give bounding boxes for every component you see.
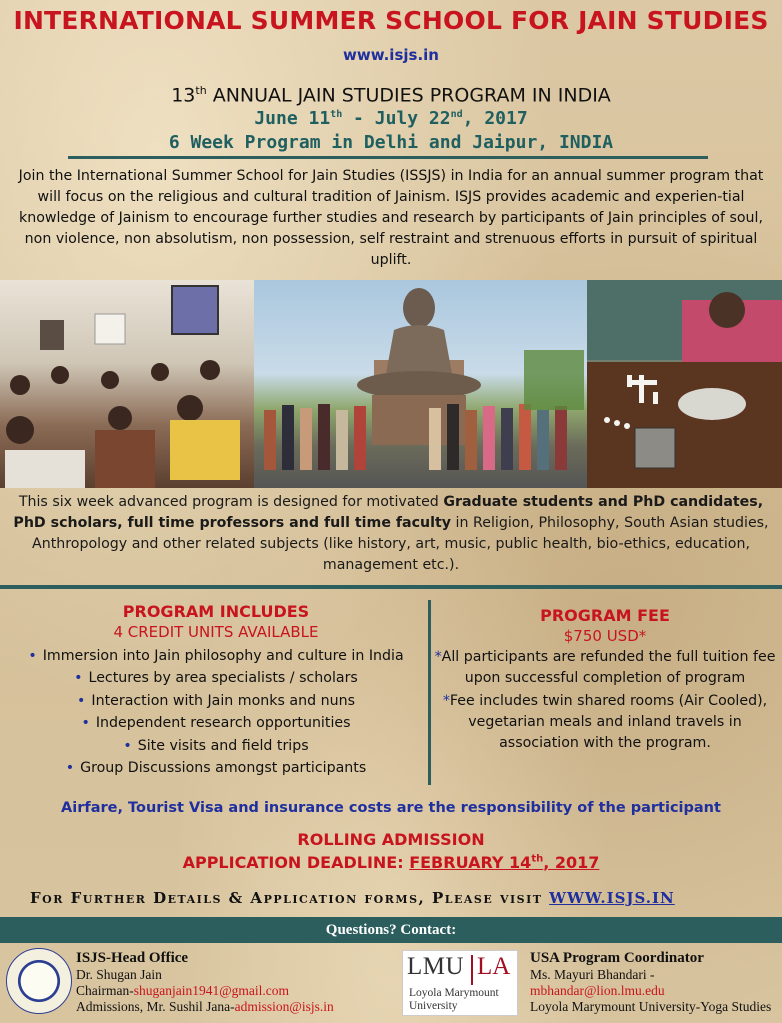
classroom-illustration: [0, 280, 254, 488]
website-link[interactable]: www.isjs.in: [343, 46, 439, 64]
list-item: • Independent research opportunities: [8, 712, 424, 734]
credit-units: 4 CREDIT UNITS AVAILABLE: [113, 623, 319, 641]
fee-amount: $750 USD*: [563, 627, 647, 645]
classroom-photo: [0, 280, 254, 488]
fee-includes-note: *Fee includes twin shared rooms (Air Cooled), vegetarian meals and inland travels in association with the program.: [442, 693, 768, 751]
photo-strip: [0, 280, 782, 488]
statue-illustration: [254, 280, 587, 488]
program-location: 6 Week Program in Delhi and Jaipur, INDIA: [168, 132, 614, 153]
contact-bar: Questions? Contact:: [0, 917, 782, 943]
airfare-notice: Airfare, Tourist Visa and insurance costs are the responsibility of the participant: [61, 800, 721, 816]
divider: [68, 156, 708, 159]
usa-coordinator-contact: [530, 950, 771, 1015]
admissions-email-link[interactable]: admission@isjs.in: [234, 999, 334, 1014]
statue-group-photo: [254, 280, 587, 488]
divider: [0, 585, 782, 589]
list-item: • Lectures by area specialists / scholars: [8, 667, 424, 689]
program-dates: June 11th - July 22nd, 2017: [254, 108, 528, 129]
chairman-email-link[interactable]: shuganjain1941@gmail.com: [133, 983, 290, 998]
usa-coordinator-name: Ms. Mayuri Bhandari -: [530, 967, 655, 982]
isjs-seal-logo: [6, 948, 72, 1014]
includes-heading: PROGRAM INCLUDES: [122, 602, 310, 621]
application-deadline: APPLICATION DEADLINE: FEBRUARY 14th, 2017: [182, 853, 600, 872]
usa-coordinator-title: USA Program Coordinator: [530, 950, 704, 966]
lmu-la-logo: LMU LA Loyola Marymount University: [402, 950, 518, 1016]
column-divider: [428, 600, 431, 785]
program-fee-section: [434, 606, 776, 754]
poster-title: INTERNATIONAL SUMMER SCHOOL FOR JAIN STUDIES: [13, 6, 769, 35]
admissions-line: Admissions, Mr. Sushil Jana-admission@isjs.in: [76, 999, 334, 1014]
list-item: • Group Discussions amongst participants: [8, 757, 424, 779]
rangoli-photo: [587, 280, 782, 488]
isjs-website-link[interactable]: WWW.ISJS.IN: [549, 889, 675, 907]
list-item: • Interaction with Jain monks and nuns: [8, 690, 424, 712]
head-office-name: Dr. Shugan Jain: [76, 967, 162, 982]
rangoli-illustration: [587, 280, 782, 488]
includes-list: [8, 645, 424, 779]
head-office-contact: [76, 950, 334, 1015]
usa-coordinator-email-link[interactable]: mbhandar@lion.lmu.edu: [530, 983, 665, 998]
list-item: • Immersion into Jain philosophy and culture in India: [8, 645, 424, 667]
audience-paragraph: This six week advanced program is designed for motivated Graduate students and PhD candidates, PhD scholars, full time professors and full time faculty in Religion, Philosophy, South Asian studies, Anthropology and other related subjects (like history, art, music, public health, bio-ethics, education, management etc.).: [13, 494, 769, 573]
usa-coordinator-org: Loyola Marymount University-Yoga Studies: [530, 999, 772, 1014]
head-office-email-line: Chairman-shuganjain1941@gmail.com: [76, 983, 290, 998]
further-details: For Further Details & Application forms, Please visit WWW.ISJS.IN: [30, 889, 675, 907]
annual-program-title: 13th ANNUAL JAIN STUDIES PROGRAM IN INDIA: [171, 84, 611, 107]
list-item: • Site visits and field trips: [8, 735, 424, 757]
head-office-title: ISJS-Head Office: [76, 950, 189, 966]
program-includes-section: [8, 602, 424, 779]
rolling-admission: ROLLING ADMISSION: [297, 830, 485, 849]
fee-refund-note: *All participants are refunded the full tuition fee upon successful completion of program: [434, 649, 776, 686]
intro-paragraph: Join the International Summer School for Jain Studies (ISSJS) in India for an annual summer program that will focus on the religious and cultural tradition of Jainism. ISJS provides academic and experien-tial knowledge of Jainism to encourage further studies and research by participants of Jain principles of soul, non violence, non absolutism, non possession, self restraint and strenuous efforts in pursuit of spiritual uplift.: [18, 168, 764, 268]
fee-heading: PROGRAM FEE: [540, 606, 670, 625]
